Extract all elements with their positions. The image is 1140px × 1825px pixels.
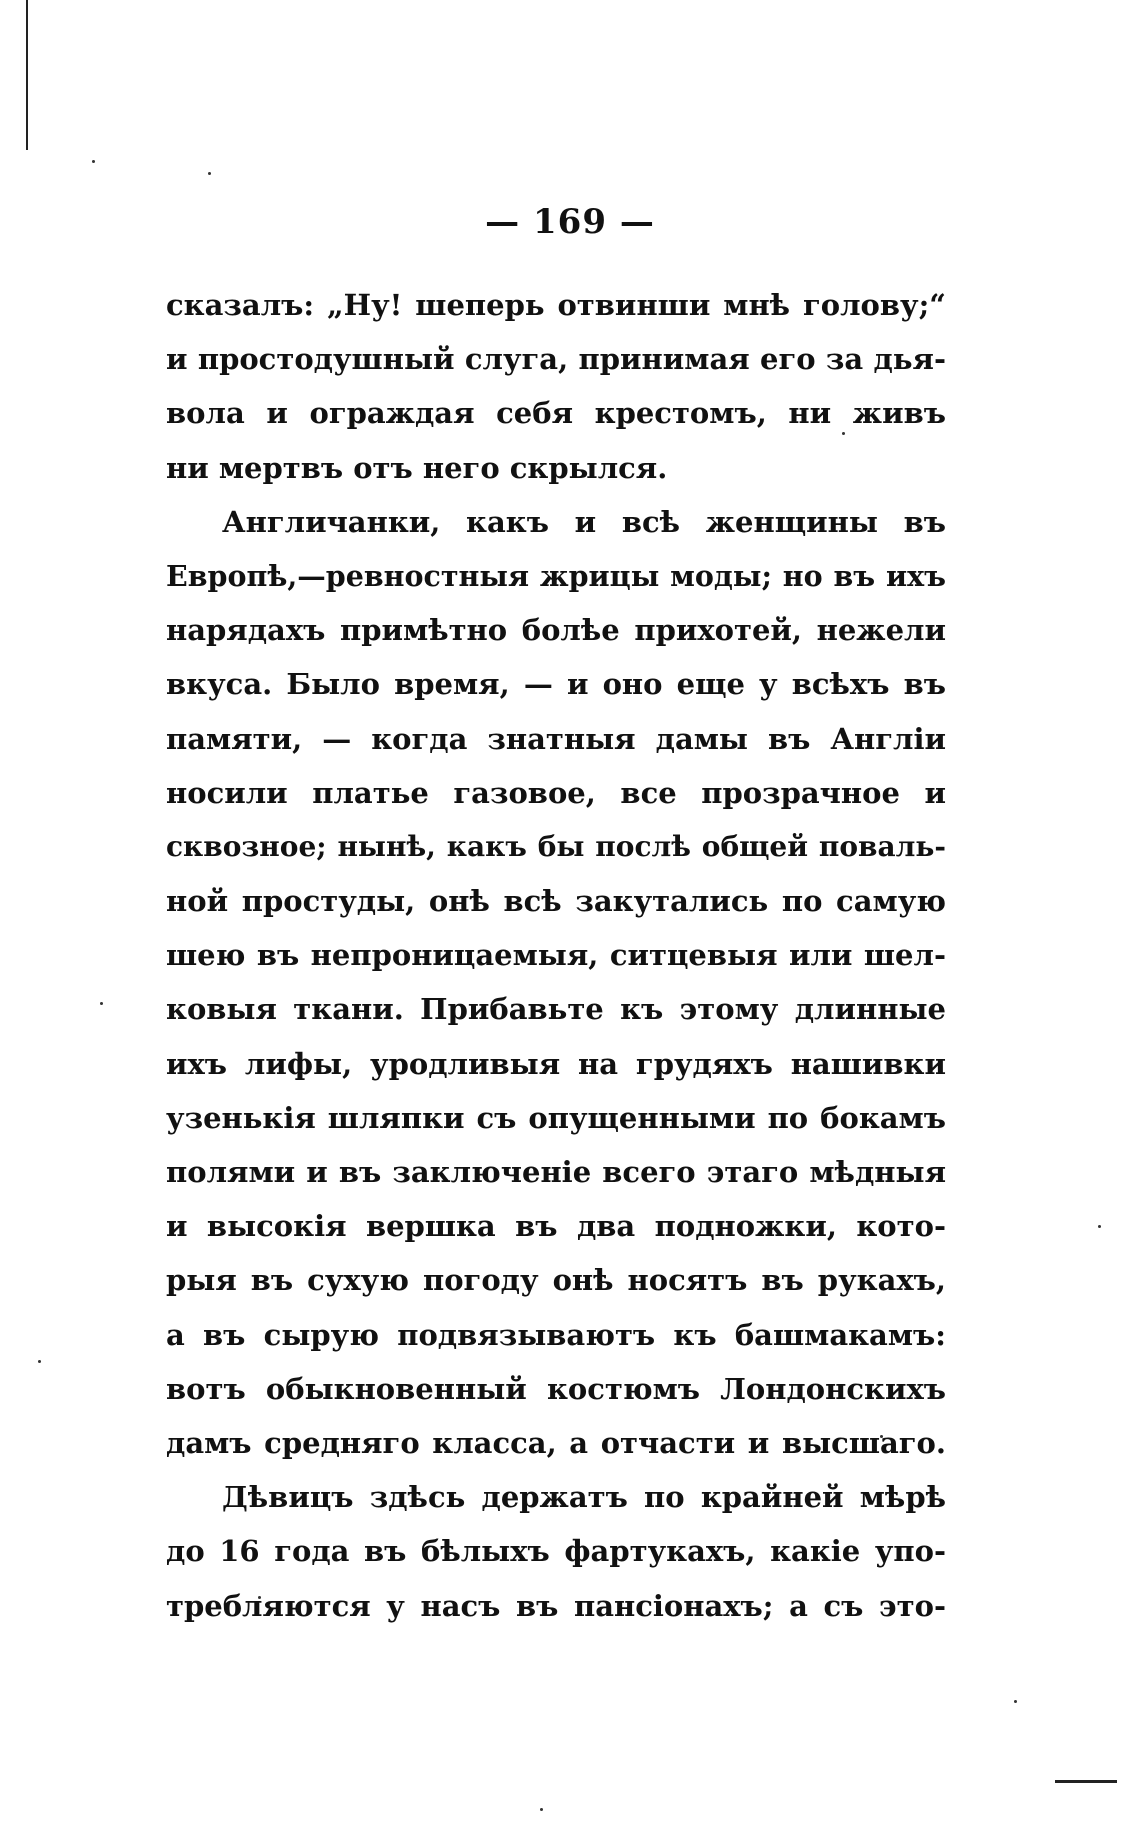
text-line: требляются у насъ въ пансіонахъ; а съ это- [166, 1588, 946, 1623]
scan-speck [100, 1002, 103, 1005]
page-edge-rule [26, 0, 28, 150]
scan-speck [208, 172, 211, 175]
text-line: узенькія шляпки съ опущенными по бокамъ [166, 1100, 946, 1135]
text-line: и высокія вершка въ два подножки, кото- [166, 1209, 946, 1244]
text-line: дамъ средняго класса, а отчасти и высшаго. [166, 1425, 946, 1460]
text-line: памяти, — когда знатныя дамы въ Англіи [166, 721, 946, 756]
text-line: носили платье газовое, все прозрачное и [166, 775, 946, 810]
text-line: сквозное; нынѣ, какъ бы послѣ общей поваль- [166, 829, 946, 863]
page-corner-rule [1055, 1780, 1117, 1783]
text-line: полями и въ заключеніе всего этаго мѣдныя [166, 1155, 946, 1189]
text-line: Дѣвицъ здѣсь держатъ по крайней мѣрѣ [222, 1480, 946, 1515]
scan-speck [1098, 1225, 1101, 1228]
text-line: до 16 года въ бѣлыхъ фартукахъ, какіе упо- [166, 1534, 946, 1569]
scan-speck [92, 160, 95, 163]
text-line: а въ сырую подвязываютъ къ башмакамъ: [166, 1317, 946, 1352]
text-line: рыя въ сухую погоду онѣ носятъ въ рукахъ, [166, 1263, 946, 1298]
text-line: ни мертвъ отъ него скрылся. [166, 450, 668, 485]
text-line: вкуса. Было время, — и оно еще у всѣхъ въ [166, 667, 946, 702]
text-line: Англичанки, какъ и всѣ женщины въ [222, 504, 946, 539]
text-line: сказалъ: „Ну! шеперь отвинши мнѣ голову;“ [166, 288, 946, 322]
text-line: ной простуды, онѣ всѣ закутались по самую [166, 884, 946, 919]
scan-speck [1014, 1700, 1017, 1703]
scan-speck [38, 1360, 41, 1363]
text-line: шею въ непроницаемыя, ситцевыя или шел- [166, 938, 946, 973]
text-line: Европѣ,—ревностныя жрицы моды; но въ ихъ [166, 558, 946, 593]
text-line: ковыя ткани. Прибавьте къ этому длинные [166, 992, 946, 1027]
text-line: и простодушный слуга, принимая его за дья- [166, 342, 946, 377]
text-line: вотъ обыкновенный костюмъ Лондонскихъ [166, 1371, 946, 1406]
page-number: — 169 — [485, 202, 655, 242]
scan-speck [540, 1808, 543, 1811]
text-line: нарядахъ примѣтно болѣе прихотей, нежели [166, 613, 946, 648]
text-line: ихъ лифы, уродливыя на грудяхъ нашивки [166, 1046, 946, 1081]
body-text [166, 278, 946, 1633]
text-line: вола и ограждая себя крестомъ, ни живъ [166, 396, 946, 431]
